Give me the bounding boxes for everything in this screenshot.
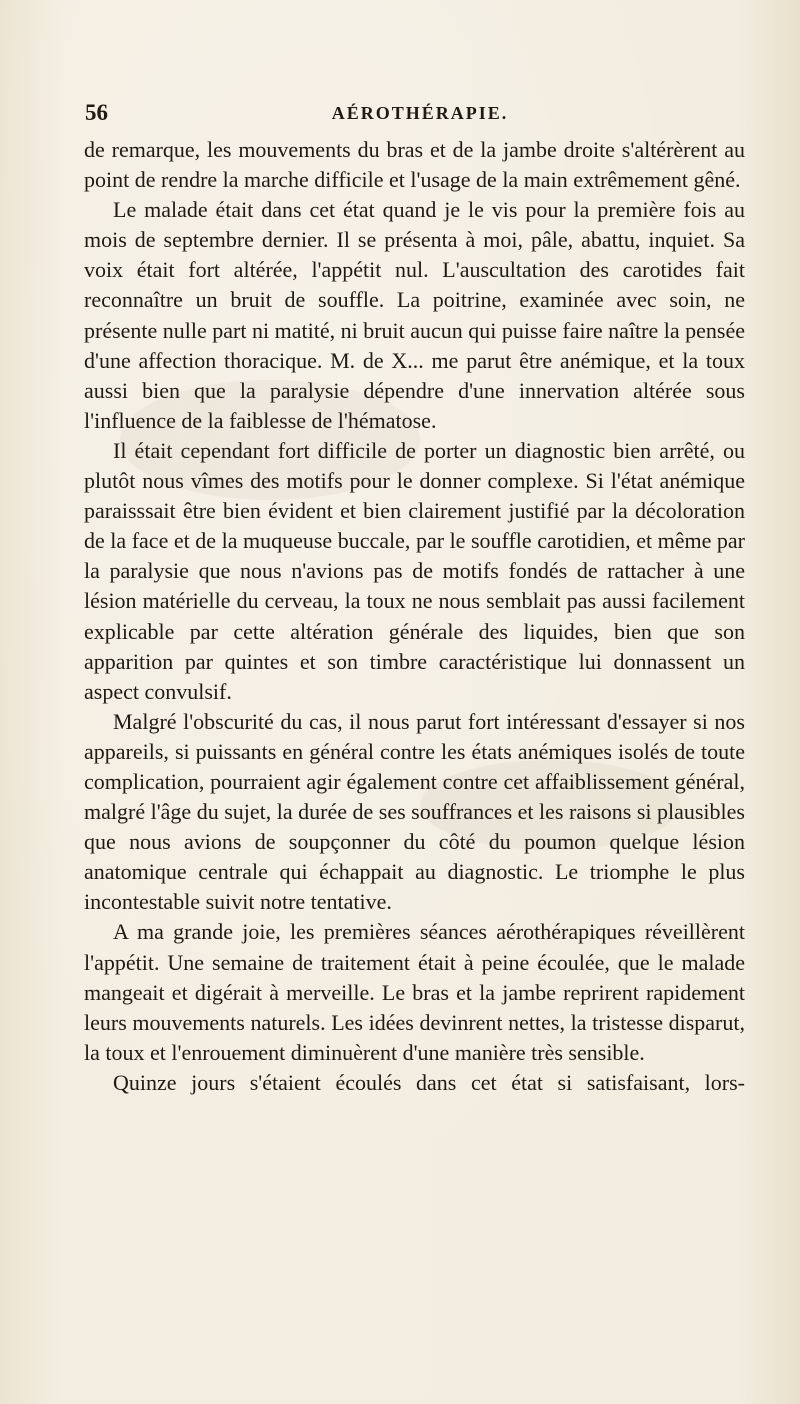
paragraph: de remarque, les mouvements du bras et de la jambe droite s'altérèrent au point de rendre la marche difficile et l'usage de la main extrêmement gêné. — [84, 137, 745, 193]
running-title: AÉROTHÉRAPIE. — [331, 103, 509, 123]
paragraph: Le malade était dans cet état quand je le vis pour la première fois au mois de septembre dernier. Il se présenta à moi, pâle, abattu, inquiet. Sa voix était fort altérée, l'appétit nul. L'auscultation des carotides fait reconnaître un bruit de souffle. La poitrine, examinée avec soin, ne présente nulle part ni matité, ni bruit aucun qui puisse faire naître la pensée d'une affection thoracique. M. de X... me parut être anémique, et la toux aussi bien que la paralysie dépendre d'une innervation altérée sous l'influence de la faiblesse de l'hématose. — [84, 197, 745, 433]
paragraph: Il était cependant fort difficile de porter un diagnostic bien arrêté, ou plutôt nous vîmes des motifs pour le donner complexe. Si l'état anémique paraisssait être bien évident et bien clairement justifié par la décoloration de la face et de la muqueuse buccale, par le souffle carotidien, et même par la paralysie que nous n'avions pas de motifs fondés de rattacher à une lésion matérielle du cerveau, la toux ne nous semblait pas aussi facilement explicable par cette altération générale des liquides, bien que son apparition par quintes et son timbre caractéristique lui donnassent un aspect convulsif. — [84, 437, 745, 704]
body-text — [84, 135, 745, 1098]
paragraph: Malgré l'obscurité du cas, il nous parut fort intéressant d'essayer si nos appareils, si puissants en général contre les états anémiques isolés de toute complication, pourraient agir également contre cet affaiblissement général, malgré l'âge du sujet, la durée de ses souffrances et les raisons si plausibles que nous avions de soupçonner du côté du poumon quelque lésion anatomique centrale qui échappait au diagnostic. Le triomphe le plus incontestable suivit notre tentative. — [84, 708, 745, 915]
page-header — [85, 100, 735, 130]
paragraph: A ma grande joie, les premières séances aérothérapiques réveillèrent l'appétit. Une semaine de traitement était à peine écoulée, que le malade mangeait et digérait à merveille. Le bras et la jambe reprirent rapidement leurs mouvements naturels. Les idées devinrent nettes, la tristesse disparut, la toux et l'enrouement diminuèrent d'une manière très sensible. — [84, 919, 745, 1065]
paragraph: Quinze jours s'étaient écoulés dans cet état si satisfaisant, lors- — [113, 1069, 745, 1095]
page-number: 56 — [85, 100, 108, 125]
